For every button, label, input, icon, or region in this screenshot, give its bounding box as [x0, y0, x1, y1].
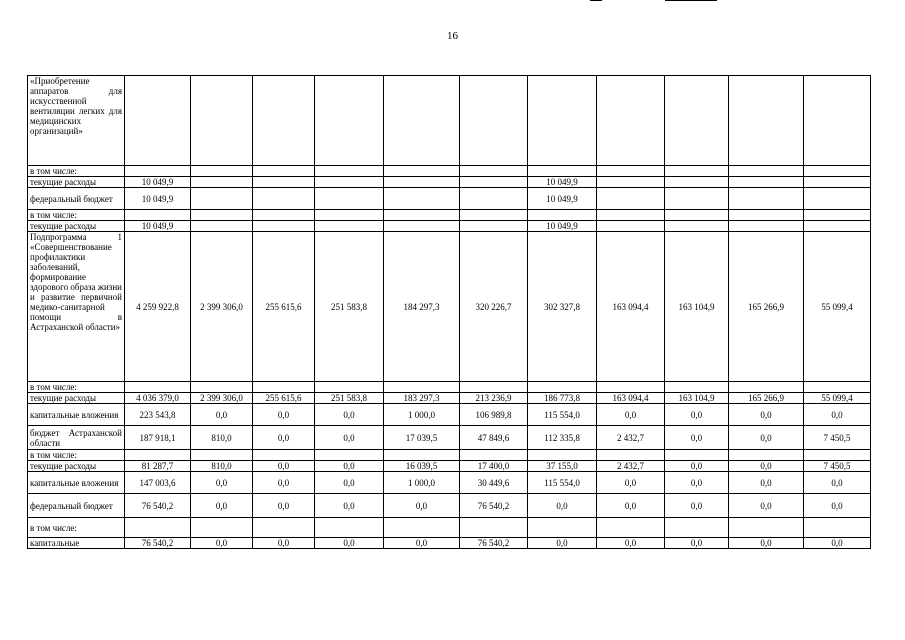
value-cell [597, 188, 665, 210]
value-cell: 47 849,6 [460, 426, 528, 450]
value-cell [191, 382, 253, 393]
value-cell: 0,0 [253, 426, 315, 450]
table-row [28, 232, 871, 382]
value-cell: 0,0 [729, 426, 804, 450]
value-cell: 0,0 [597, 538, 665, 549]
value-cell: 55 099,4 [804, 393, 871, 404]
value-cell: 10 049,9 [528, 221, 597, 232]
value-cell: 0,0 [597, 494, 665, 518]
value-cell [597, 221, 665, 232]
value-cell [315, 221, 384, 232]
value-cell [597, 76, 665, 166]
row-label: текущие расходы [28, 393, 125, 404]
row-label: текущие расходы [28, 177, 125, 188]
value-cell [665, 166, 729, 177]
value-cell: 165 266,9 [729, 232, 804, 382]
value-cell [665, 210, 729, 221]
value-cell: 55 099,4 [804, 232, 871, 382]
value-cell [191, 166, 253, 177]
value-cell [125, 210, 191, 221]
value-cell: 0,0 [665, 472, 729, 494]
value-cell [460, 518, 528, 538]
value-cell: 0,0 [597, 404, 665, 426]
page-top-mark [590, 0, 602, 1]
value-cell [729, 450, 804, 461]
value-cell: 7 450,5 [804, 461, 871, 472]
table-row [28, 518, 871, 538]
value-cell [253, 76, 315, 166]
value-cell: 0,0 [729, 472, 804, 494]
value-cell: 0,0 [191, 538, 253, 549]
value-cell: 10 049,9 [125, 188, 191, 210]
value-cell: 0,0 [253, 494, 315, 518]
value-cell [191, 210, 253, 221]
value-cell [804, 450, 871, 461]
page-number: 16 [447, 30, 458, 42]
value-cell [460, 76, 528, 166]
value-cell [315, 518, 384, 538]
value-cell: 0,0 [191, 404, 253, 426]
value-cell: 37 155,0 [528, 461, 597, 472]
value-cell: 0,0 [729, 538, 804, 549]
value-cell [665, 188, 729, 210]
row-label: федеральный бюджет [28, 494, 125, 518]
value-cell [665, 518, 729, 538]
row-label: текущие расходы [28, 221, 125, 232]
value-cell: 0,0 [315, 461, 384, 472]
value-cell: 0,0 [665, 538, 729, 549]
value-cell: 0,0 [384, 494, 460, 518]
value-cell [804, 76, 871, 166]
table-row [28, 404, 871, 426]
value-cell: 0,0 [665, 426, 729, 450]
value-cell: 163 104,9 [665, 393, 729, 404]
value-cell: 810,0 [191, 426, 253, 450]
value-cell: 163 104,9 [665, 232, 729, 382]
value-cell [729, 188, 804, 210]
value-cell: 0,0 [804, 404, 871, 426]
value-cell: 0,0 [665, 404, 729, 426]
value-cell [125, 166, 191, 177]
value-cell [384, 177, 460, 188]
value-cell: 106 989,8 [460, 404, 528, 426]
row-label: в том числе: [28, 382, 125, 393]
value-cell [384, 76, 460, 166]
value-cell [665, 76, 729, 166]
value-cell: 0,0 [253, 472, 315, 494]
row-label: текущие расходы [28, 461, 125, 472]
value-cell [253, 382, 315, 393]
value-cell: 0,0 [729, 404, 804, 426]
value-cell [125, 518, 191, 538]
value-cell: 0,0 [315, 404, 384, 426]
table-row [28, 382, 871, 393]
value-cell [253, 188, 315, 210]
value-cell: 10 049,9 [125, 221, 191, 232]
row-label: капитальные [28, 538, 125, 549]
value-cell: 76 540,2 [460, 538, 528, 549]
value-cell [804, 177, 871, 188]
row-label: Подпрограмма 1 «Совершенствование профилактики заболеваний, формирование здорового образа жизни и развитие первичной медико-санитарной помощи в Астраханской области» [28, 232, 125, 382]
value-cell [665, 382, 729, 393]
value-cell [528, 76, 597, 166]
row-label: в том числе: [28, 210, 125, 221]
value-cell [460, 221, 528, 232]
value-cell [460, 382, 528, 393]
value-cell [597, 518, 665, 538]
value-cell [804, 210, 871, 221]
value-cell: 10 049,9 [125, 177, 191, 188]
value-cell: 0,0 [315, 494, 384, 518]
value-cell: 320 226,7 [460, 232, 528, 382]
value-cell [665, 177, 729, 188]
table-row [28, 221, 871, 232]
value-cell: 30 449,6 [460, 472, 528, 494]
value-cell: 251 583,8 [315, 393, 384, 404]
value-cell: 17 400,0 [460, 461, 528, 472]
table-row [28, 494, 871, 518]
value-cell [315, 210, 384, 221]
value-cell [729, 518, 804, 538]
value-cell: 810,0 [191, 461, 253, 472]
table-body [28, 76, 871, 549]
value-cell [315, 166, 384, 177]
value-cell: 0,0 [804, 538, 871, 549]
value-cell: 0,0 [253, 461, 315, 472]
value-cell: 187 918,1 [125, 426, 191, 450]
value-cell [125, 76, 191, 166]
value-cell: 2 432,7 [597, 426, 665, 450]
value-cell: 213 236,9 [460, 393, 528, 404]
value-cell [460, 450, 528, 461]
row-label: капитальные вложения [28, 404, 125, 426]
value-cell: 302 327,8 [528, 232, 597, 382]
value-cell [253, 210, 315, 221]
value-cell [253, 221, 315, 232]
value-cell: 4 259 922,8 [125, 232, 191, 382]
value-cell: 2 399 306,0 [191, 232, 253, 382]
value-cell [460, 166, 528, 177]
value-cell: 115 554,0 [528, 404, 597, 426]
value-cell: 0,0 [804, 472, 871, 494]
value-cell [597, 166, 665, 177]
value-cell: 0,0 [253, 404, 315, 426]
value-cell: 163 094,4 [597, 232, 665, 382]
value-cell: 7 450,5 [804, 426, 871, 450]
value-cell [253, 518, 315, 538]
value-cell: 255 615,6 [253, 393, 315, 404]
value-cell [191, 177, 253, 188]
value-cell [528, 518, 597, 538]
value-cell [804, 382, 871, 393]
value-cell [460, 210, 528, 221]
value-cell [384, 166, 460, 177]
value-cell [315, 188, 384, 210]
value-cell: 112 335,8 [528, 426, 597, 450]
value-cell: 115 554,0 [528, 472, 597, 494]
value-cell [528, 382, 597, 393]
value-cell [384, 210, 460, 221]
value-cell [191, 221, 253, 232]
value-cell: 10 049,9 [528, 177, 597, 188]
value-cell [315, 177, 384, 188]
value-cell: 4 036 379,0 [125, 393, 191, 404]
table-row [28, 210, 871, 221]
value-cell: 17 039,5 [384, 426, 460, 450]
value-cell: 2 399 306,0 [191, 393, 253, 404]
value-cell [804, 166, 871, 177]
value-cell [729, 382, 804, 393]
value-cell [804, 221, 871, 232]
row-label: бюджет Астраханской области [28, 426, 125, 450]
table-row [28, 177, 871, 188]
value-cell [191, 518, 253, 538]
value-cell: 76 540,2 [460, 494, 528, 518]
value-cell [191, 450, 253, 461]
value-cell [729, 76, 804, 166]
table-row [28, 393, 871, 404]
value-cell: 0,0 [315, 538, 384, 549]
value-cell [253, 450, 315, 461]
value-cell [315, 382, 384, 393]
table-row [28, 472, 871, 494]
value-cell [528, 450, 597, 461]
value-cell [597, 450, 665, 461]
value-cell: 81 287,7 [125, 461, 191, 472]
value-cell [729, 221, 804, 232]
value-cell: 0,0 [528, 494, 597, 518]
value-cell: 186 773,8 [528, 393, 597, 404]
value-cell: 0,0 [804, 494, 871, 518]
row-label: в том числе: [28, 518, 125, 538]
row-label: в том числе: [28, 450, 125, 461]
value-cell [125, 450, 191, 461]
value-cell [384, 382, 460, 393]
value-cell [665, 221, 729, 232]
value-cell [191, 76, 253, 166]
table-row [28, 426, 871, 450]
value-cell [804, 518, 871, 538]
value-cell [460, 177, 528, 188]
value-cell: 147 003,6 [125, 472, 191, 494]
value-cell [384, 188, 460, 210]
value-cell [528, 210, 597, 221]
value-cell: 163 094,4 [597, 393, 665, 404]
value-cell: 251 583,8 [315, 232, 384, 382]
value-cell [528, 166, 597, 177]
value-cell [804, 188, 871, 210]
value-cell: 0,0 [315, 472, 384, 494]
value-cell: 184 297,3 [384, 232, 460, 382]
table-row [28, 166, 871, 177]
value-cell: 0,0 [528, 538, 597, 549]
value-cell [253, 166, 315, 177]
value-cell: 2 432,7 [597, 461, 665, 472]
value-cell [125, 382, 191, 393]
value-cell: 255 615,6 [253, 232, 315, 382]
page-top-mark [665, 0, 717, 1]
value-cell [665, 450, 729, 461]
value-cell: 0,0 [597, 472, 665, 494]
value-cell: 16 039,5 [384, 461, 460, 472]
value-cell: 0,0 [384, 538, 460, 549]
table-row [28, 76, 871, 166]
value-cell [384, 450, 460, 461]
value-cell [191, 188, 253, 210]
value-cell [597, 382, 665, 393]
value-cell [729, 166, 804, 177]
value-cell [597, 177, 665, 188]
value-cell [253, 177, 315, 188]
value-cell: 0,0 [729, 494, 804, 518]
value-cell [729, 177, 804, 188]
value-cell: 0,0 [253, 538, 315, 549]
value-cell [384, 518, 460, 538]
value-cell: 165 266,9 [729, 393, 804, 404]
row-label: федеральный бюджет [28, 188, 125, 210]
row-label: «Приобретение аппаратов для искусственной вентиляции легких для медицинских организаций» [28, 76, 125, 166]
row-label: капитальные вложения [28, 472, 125, 494]
value-cell: 0,0 [191, 494, 253, 518]
value-cell: 1 000,0 [384, 472, 460, 494]
value-cell: 0,0 [315, 426, 384, 450]
value-cell [597, 210, 665, 221]
value-cell [315, 450, 384, 461]
value-cell [315, 76, 384, 166]
budget-table [27, 75, 871, 549]
value-cell: 0,0 [191, 472, 253, 494]
value-cell: 183 297,3 [384, 393, 460, 404]
table-row [28, 450, 871, 461]
table-row [28, 188, 871, 210]
value-cell [729, 210, 804, 221]
value-cell: 0,0 [665, 461, 729, 472]
value-cell [384, 221, 460, 232]
value-cell: 76 540,2 [125, 538, 191, 549]
value-cell: 0,0 [665, 494, 729, 518]
value-cell: 1 000,0 [384, 404, 460, 426]
value-cell: 76 540,2 [125, 494, 191, 518]
value-cell: 0,0 [729, 461, 804, 472]
value-cell: 10 049,9 [528, 188, 597, 210]
value-cell [460, 188, 528, 210]
table-row [28, 538, 871, 549]
table-row [28, 461, 871, 472]
row-label: в том числе: [28, 166, 125, 177]
value-cell: 223 543,8 [125, 404, 191, 426]
